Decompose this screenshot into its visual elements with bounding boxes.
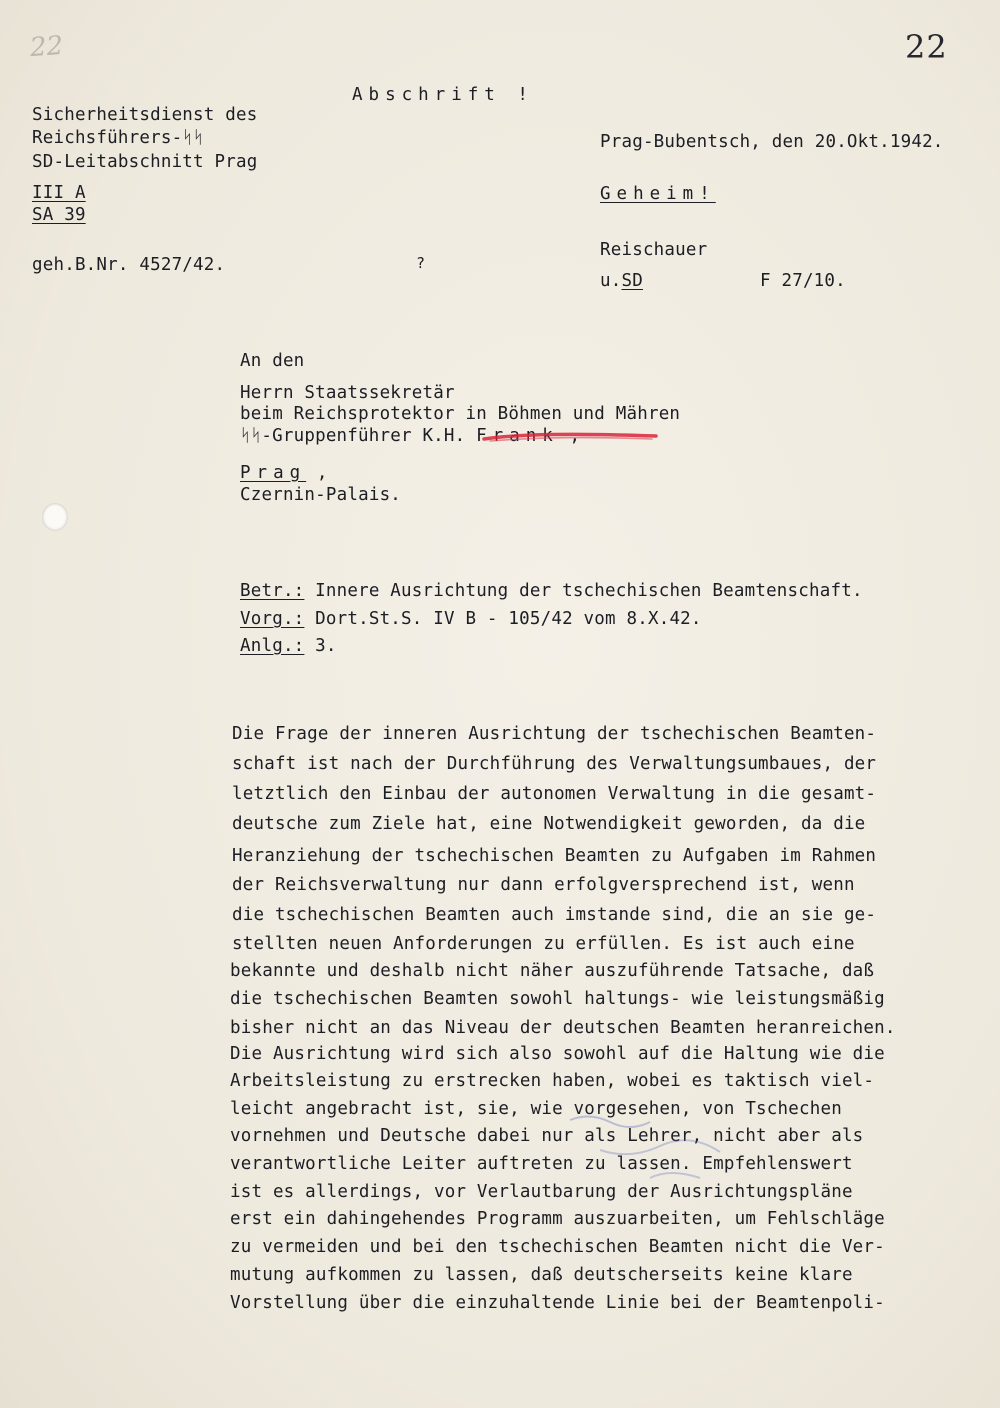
body-line: der Reichsverwaltung nur dann erfolgversprechend ist, wenn [232,875,855,895]
recipient-line-6: Czernin-Palais. [240,485,402,505]
body-line: stellten neuen Anforderungen zu erfüllen. Es ist auch eine [232,934,855,954]
punch-hole [42,503,68,531]
body-line: bekannte und deshalb nicht näher auszuführende Tatsache, daß [230,961,875,981]
secret-marking: Geheim! [600,184,716,204]
sd-prefix: u. [600,271,622,291]
f-marking: F 27/10. [760,271,846,291]
body-line: leicht angebracht ist, sie, wie vorgesehen, von Tschechen [230,1099,842,1119]
body-line: mutung aufkommen zu lassen, daß deutscherseits keine klare [230,1265,853,1285]
handler-name: Reischauer [600,240,708,260]
vorg-text: Dort.St.S. IV B - 105/42 vom 8.X.42. [304,609,702,629]
sender-line-1: Sicherheitsdienst des [32,105,258,125]
subject-vorg [240,608,702,630]
body-line: Die Ausrichtung wird sich also sowohl auf die Haltung wie die [230,1044,885,1064]
body-line: Die Frage der inneren Ausrichtung der tschechischen Beamten- [232,724,877,744]
recipient-rank: ᛋᛋ-Gruppenführer K.H. [240,426,477,446]
recipient-line-5 [240,462,328,484]
pencil-page-note: 22 [28,30,65,64]
vorg-label: Vorg.: [240,609,305,629]
recipient-line-1: An den [240,351,305,371]
body-line: schaft ist nach der Durchführung des Verwaltungsumbaues, der [232,754,877,774]
body-line: Vorstellung über die einzuhaltende Linie bei der Beamtenpoli- [230,1293,885,1313]
recipient-comma: , [558,426,581,446]
sd-marking [600,270,643,292]
copy-heading: Abschrift ! [352,85,534,105]
sender-department: III A [32,183,86,203]
anlg-text: 3. [304,636,337,656]
body-line: die tschechischen Beamten sowohl haltungs- wie leistungsmäßig [230,989,885,1009]
red-pencil-underline [480,428,660,444]
sender-line-2: Reichsführers-ᛋᛋ [32,128,204,148]
initial-mark: ? [416,254,426,272]
body-line: Heranziehung der tschechischen Beamten zu Aufgaben im Rahmen [232,846,877,866]
place-and-date: Prag-Bubentsch, den 20.Okt.1942. [600,132,944,152]
body-line: bisher nicht an das Niveau der deutschen Beamten heranreichen. [230,1018,896,1038]
recipient-surname: Frank [476,426,559,446]
body-line: vornehmen und Deutsche dabei nur als Lehrer, nicht aber als [230,1126,864,1146]
page-number: 22 [905,28,948,66]
body-line: erst ein dahingehendes Programm auszuarbeiten, um Fehlschläge [230,1209,885,1229]
betr-label: Betr.: [240,581,305,601]
subject-betr [240,580,863,602]
recipient-line-2: Herrn Staatssekretär [240,383,455,403]
subject-anlg [240,635,337,657]
body-line: zu vermeiden und bei den tschechischen Beamten nicht die Ver- [230,1237,885,1257]
betr-text: Innere Ausrichtung der tschechischen Beamtenschaft. [304,581,863,601]
body-line: Arbeitsleistung zu erstrecken haben, wobei es taktisch viel- [230,1071,875,1091]
body-line: verantwortliche Leiter auftreten zu lassen. Empfehlenswert [230,1154,853,1174]
recipient-city: Prag [240,463,307,483]
body-line: ist es allerdings, vor Verlautbarung der Ausrichtungspläne [230,1182,853,1202]
recipient-city-comma: , [306,463,328,483]
body-line: deutsche zum Ziele hat, eine Notwendigkeit geworden, da die [232,814,866,834]
body-line: letztlich den Einbau der autonomen Verwaltung in die gesamt- [232,784,877,804]
anlg-label: Anlg.: [240,636,305,656]
sender-line-3: SD-Leitabschnitt Prag [32,152,258,172]
sd-label: SD [621,271,643,291]
body-line: die tschechischen Beamten auch imstande sind, die an sie ge- [232,905,877,925]
sender-sa-number: SA 39 [32,205,86,225]
recipient-line-3: beim Reichsprotektor in Böhmen und Mähren [240,404,681,424]
sender-reference: geh.B.Nr. 4527/42. [32,255,226,275]
